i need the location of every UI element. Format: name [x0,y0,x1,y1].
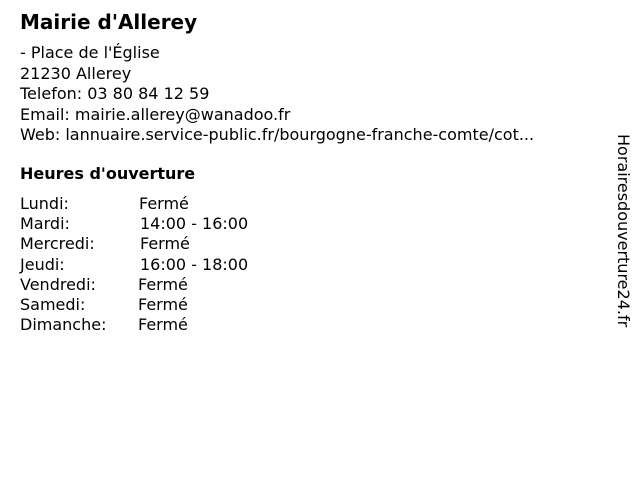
day-label: Mardi: [20,214,70,234]
day-label: Lundi: [20,194,69,213]
hours-value: Fermé [138,315,188,335]
address-block [20,43,534,146]
hours-value: Fermé [139,194,189,213]
hours-value: Fermé [140,234,190,254]
hours-value: 14:00 - 16:00 [140,214,249,234]
hours-heading: Heures d'ouverture [20,164,196,183]
hours-value: Fermé [138,294,188,314]
day-label: Jeudi: [20,254,65,274]
day-label: Mercredi: [20,234,95,254]
city-line: 21230 Allerey [20,63,132,83]
day-label: Dimanche: [20,315,107,335]
street-line: - Place de l'Église [20,43,160,62]
brand-text: Horairesdouverture24.fr [614,134,633,328]
phone-line: Telefon: 03 80 84 12 59 [20,84,210,103]
page-title: Mairie d'Allerey [20,10,198,34]
hours-value: 16:00 - 18:00 [140,254,249,274]
hours-value: Fermé [138,274,188,294]
brand-watermark [612,134,636,374]
day-label: Vendredi: [20,274,96,294]
email-line: Email: mairie.allerey@wanadoo.fr [20,104,291,124]
day-label: Samedi: [20,294,86,314]
web-line: Web: lannuaire.service-public.fr/bourgogne-franche-comte/cot... [20,125,535,144]
